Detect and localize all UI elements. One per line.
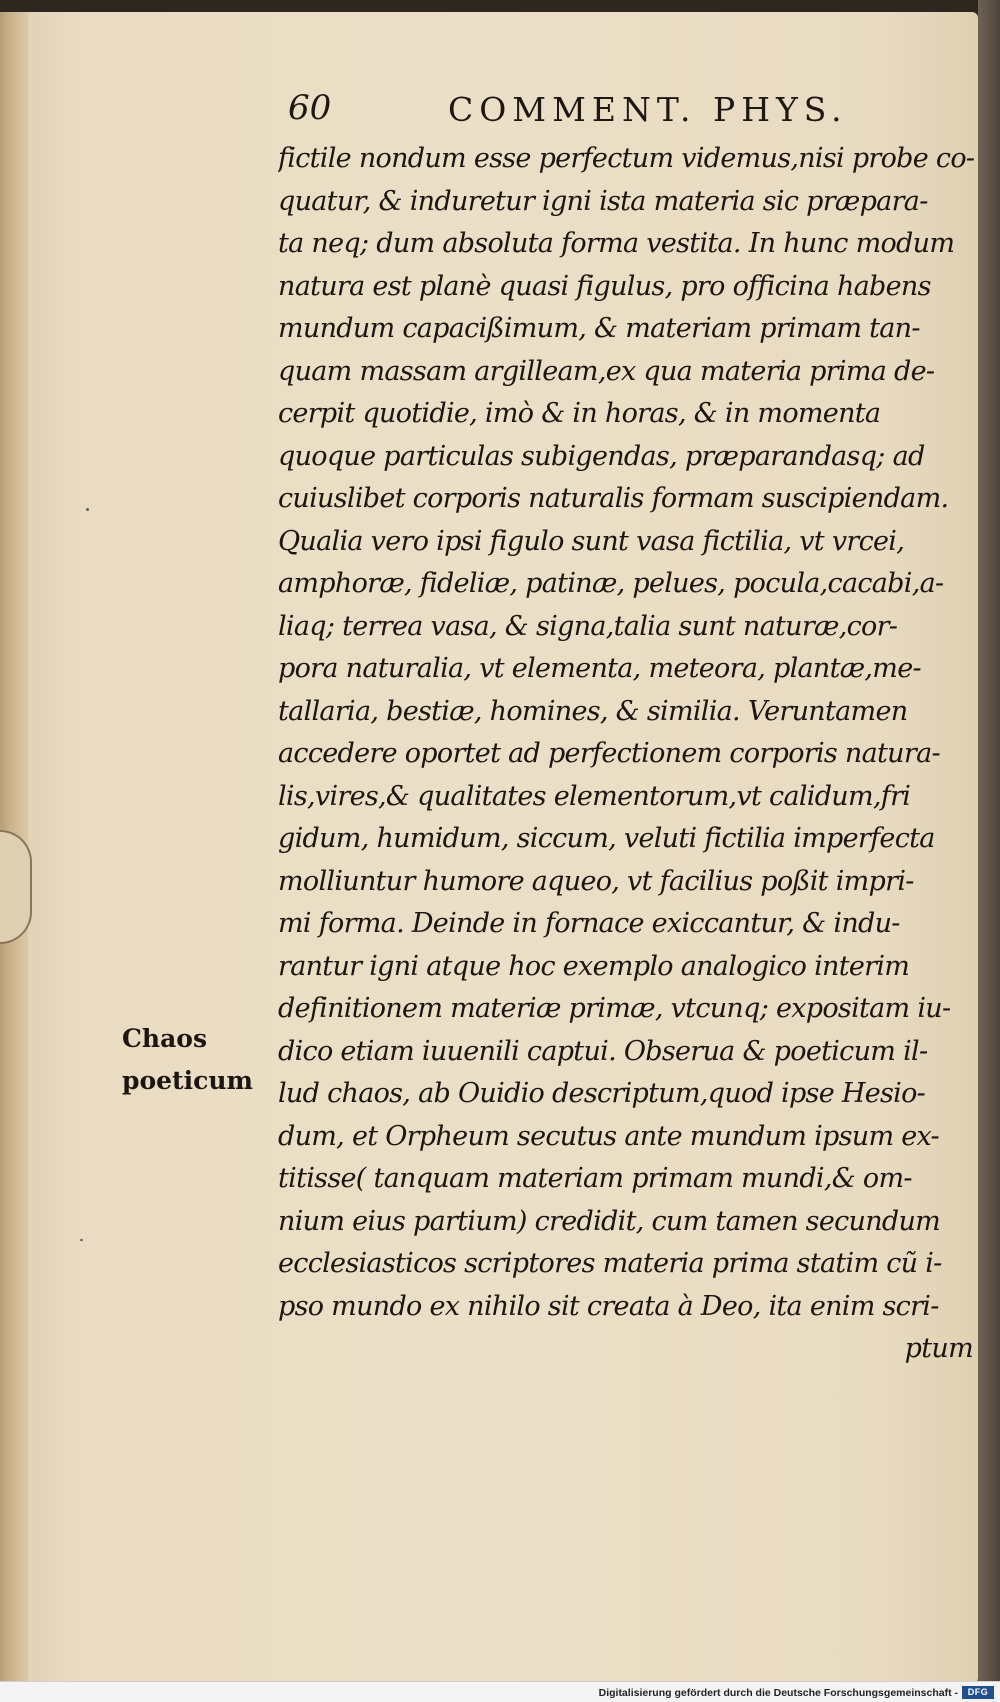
text-line: titisse( tanquam materiam primam mundi,& om- [278, 1163, 912, 1194]
text-line: lud chaos, ab Ouidio descriptum,quod ipse Hesio- [278, 1078, 926, 1109]
text-line: cerpit quotidie, imò & in horas, & in momenta [278, 398, 881, 429]
text-line: tallaria, bestiæ, homines, & similia. Veruntamen [278, 695, 908, 727]
text-line: natura est planè quasi figulus, pro officina habens [278, 270, 931, 302]
text-line: ecclesiasticos scriptores materia prima statim cũ i- [278, 1248, 942, 1279]
text-line: cuiuslibet corporis naturalis formam suscipiendam. [278, 483, 949, 514]
text-line: molliuntur humore aqueo, vt facilius poßit impri- [278, 865, 914, 897]
text-line: definitionem materiæ primæ, vtcunq; expositam iu- [278, 993, 951, 1024]
paper-speck [86, 508, 89, 511]
text-line: pso mundo ex nihilo sit creata à Deo, ita enim scri- [278, 1290, 939, 1322]
marginal-note-line: poeticum [122, 1066, 253, 1095]
text-line: fictile nondum esse perfectum videmus,nisi probe co- [278, 143, 975, 174]
page-number: 60 [288, 88, 332, 128]
text-line: mundum capacißimum, & materiam primam tan- [278, 313, 920, 344]
dfg-logo[interactable]: DFG [962, 1686, 994, 1699]
text-line: quam massam argilleam,ex qua materia prima de- [278, 355, 935, 387]
text-line: mi forma. Deinde in fornace exiccantur, & indu- [278, 908, 900, 939]
text-line: dico etiam iuuenili captui. Obserua & poeticum il- [278, 1035, 928, 1067]
text-line: gidum, humidum, siccum, veluti fictilia imperfecta [278, 823, 935, 854]
marginal-note [122, 1018, 253, 1102]
paper-speck [80, 1239, 83, 1241]
binding-clasp-mark [0, 830, 32, 944]
body-text [278, 138, 983, 1371]
text-line: rantur igni atque hoc exemplo analogico interim [278, 950, 910, 982]
text-line: lis,vires,& qualitates elementorum,vt calidum,fri [278, 780, 911, 812]
text-line: liaq; terrea vasa, & signa,talia sunt naturæ,cor- [278, 610, 898, 642]
text-line: Qualia vero ipsi figulo sunt vasa fictilia, vt vrcei, [278, 525, 905, 557]
text-line: ta neq; dum absoluta forma vestita. In hunc modum [278, 228, 955, 259]
text-line: dum, et Orpheum secutus ante mundum ipsum ex- [278, 1120, 939, 1152]
funding-credit: Digitalisierung gefördert durch die Deutsche Forschungsgemeinschaft - [598, 1687, 958, 1699]
page-header [288, 88, 898, 134]
text-line: nium eius partium) credidit, cum tamen secundum [278, 1205, 941, 1237]
marginal-note-line: Chaos [122, 1024, 208, 1053]
text-line: quoque particulas subigendas, præparandasq; ad [278, 440, 925, 472]
text-line: accedere oportet ad perfectionem corporis natura- [278, 738, 940, 769]
text-line: pora naturalia, vt elementa, meteora, plantæ,me- [278, 653, 921, 684]
text-line: quatur, & induretur igni ista materia sic præpara- [278, 185, 928, 217]
text-line: amphoræ, fideliæ, patinæ, pelues, pocula,cacabi,a- [278, 568, 944, 599]
footer-credit-bar [0, 1681, 1000, 1702]
catchword: ptum [904, 1333, 973, 1364]
running-head: COMMENT. PHYS. [448, 90, 848, 129]
